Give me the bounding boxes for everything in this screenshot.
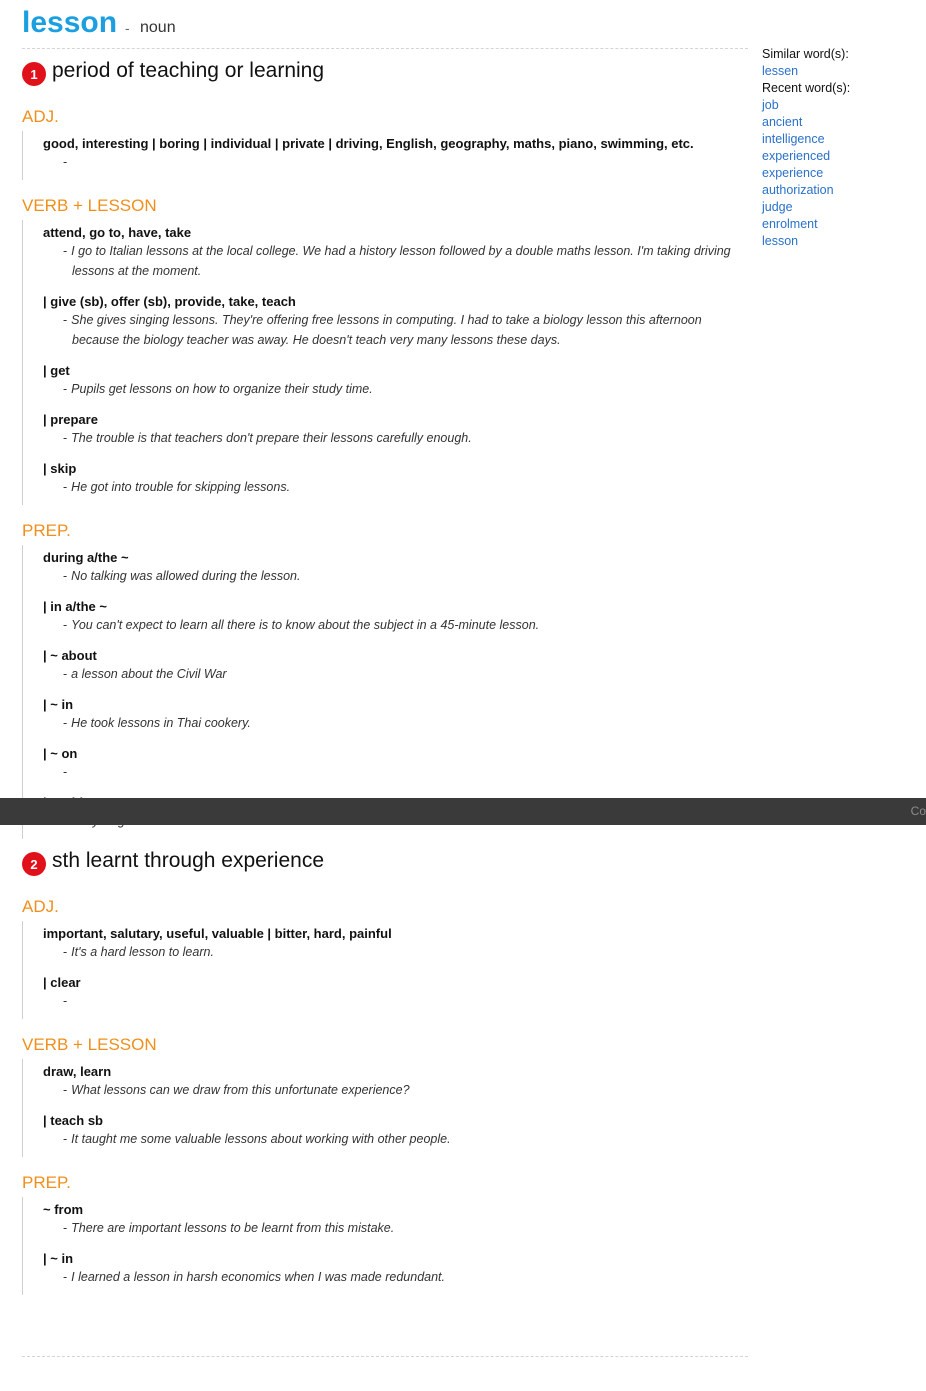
collocation-block	[22, 220, 748, 505]
example-sentence	[52, 615, 748, 635]
collocation-words: attend, go to, have, take	[43, 225, 192, 240]
example-bullet: -	[63, 480, 68, 494]
collocation-words: | ~ on	[43, 746, 78, 761]
similar-words-label: Similar word(s):	[762, 47, 849, 61]
example-bullet: -	[63, 667, 68, 681]
example-text: What lessons can we draw from this unfortunate experience?	[71, 1083, 410, 1097]
example-sentence	[52, 1080, 748, 1100]
collocation-entry	[43, 289, 748, 358]
sense-number-badge: 2	[22, 852, 46, 876]
collocation-category: ADJ.	[22, 107, 59, 126]
headword: lesson	[22, 6, 118, 39]
sense-heading	[22, 851, 748, 881]
example-bullet: -	[63, 1221, 68, 1235]
example-bullet: -	[63, 1132, 68, 1146]
example-bullet: -	[63, 765, 68, 779]
collocation-category: PREP.	[22, 1173, 71, 1192]
recent-words-label: Recent word(s):	[762, 81, 851, 95]
main-content	[22, 0, 748, 1295]
sense-title: sth learnt through experience	[52, 849, 325, 872]
bottom-divider	[22, 1356, 748, 1357]
example-sentence	[52, 1218, 748, 1238]
collocation-entry	[43, 970, 748, 1019]
example-bullet: -	[63, 618, 68, 632]
collocation-words: | clear	[43, 975, 81, 990]
collocation-words: draw, learn	[43, 1064, 112, 1079]
collocation-entry	[43, 1108, 748, 1157]
collocation-entry	[43, 692, 748, 741]
collocation-entry	[43, 456, 748, 505]
example-sentence	[52, 241, 748, 281]
collocation-words: good, interesting | boring | individual | private | driving, English, geography, maths, piano, swimming, etc.	[43, 136, 694, 151]
collocation-block	[22, 921, 748, 1019]
example-bullet: -	[63, 431, 68, 445]
recent-word-link[interactable]: ancient	[762, 115, 803, 129]
overlay-text[interactable]: Co	[910, 804, 926, 818]
collocation-category: VERB + LESSON	[22, 1035, 157, 1054]
example-text: You can't expect to learn all there is to know about the subject in a 45-minute lesson.	[71, 618, 540, 632]
collocation-entry	[43, 1059, 748, 1108]
collocation-category: ADJ.	[22, 897, 59, 916]
example-bullet: -	[63, 569, 68, 583]
example-text: It's a hard lesson to learn.	[71, 945, 214, 959]
recent-word-link[interactable]: authorization	[762, 183, 834, 197]
similar-words-list	[762, 63, 922, 80]
collocation-words: | get	[43, 363, 70, 378]
example-text: He took lessons in Thai cookery.	[71, 716, 251, 730]
collocation-block	[22, 1197, 748, 1295]
collocation-entry	[43, 545, 748, 594]
example-bullet: -	[63, 945, 68, 959]
example-text: He got into trouble for skipping lessons.	[71, 480, 291, 494]
sense-title: period of teaching or learning	[52, 59, 325, 82]
recent-word-link[interactable]: intelligence	[762, 132, 825, 146]
collocation-category: VERB + LESSON	[22, 196, 157, 215]
example-sentence	[52, 1129, 748, 1149]
example-text: I learned a lesson in harsh economics when I was made redundant.	[71, 1270, 445, 1284]
example-sentence	[52, 991, 748, 1011]
collocation-block	[22, 131, 748, 180]
example-text: a lesson about the Civil War	[71, 667, 227, 681]
example-sentence	[52, 942, 748, 962]
recent-word-link[interactable]: lesson	[762, 234, 799, 248]
example-sentence	[52, 152, 748, 172]
example-sentence	[52, 477, 748, 497]
collocation-entry	[43, 358, 748, 407]
collocation-entry	[43, 741, 748, 790]
example-bullet: -	[63, 313, 68, 327]
recent-word-link[interactable]: experienced	[762, 149, 831, 163]
collocation-entry	[43, 594, 748, 643]
example-bullet: -	[63, 716, 68, 730]
headword-separator: -	[125, 20, 130, 36]
headword-header	[22, 0, 748, 49]
example-sentence	[52, 310, 748, 350]
sense-2	[22, 851, 748, 1295]
collocation-words: | give (sb), offer (sb), provide, take, teach	[43, 294, 296, 309]
example-sentence	[52, 379, 748, 399]
recent-word-link[interactable]: enrolment	[762, 217, 818, 231]
senses-list	[22, 61, 748, 1295]
similar-word-link[interactable]: lessen	[762, 64, 799, 78]
collocation-words: | skip	[43, 461, 77, 476]
example-sentence	[52, 713, 748, 733]
sense-1	[22, 61, 748, 839]
example-sentence	[52, 664, 748, 684]
collocation-words: during a/the ~	[43, 550, 129, 565]
example-bullet: -	[63, 994, 68, 1008]
example-bullet: -	[63, 244, 68, 258]
example-bullet: -	[63, 1270, 68, 1284]
example-text: Pupils get lessons on how to organize their study time.	[71, 382, 373, 396]
collocation-words: | ~ in	[43, 697, 74, 712]
collocation-block	[22, 545, 748, 839]
collocation-words: ~ from	[43, 1202, 84, 1217]
example-bullet: -	[63, 155, 68, 169]
example-text: The trouble is that teachers don't prepare their lessons carefully enough.	[71, 431, 472, 445]
example-sentence	[52, 566, 748, 586]
example-bullet: -	[63, 1083, 68, 1097]
bottom-overlay-bar	[0, 798, 926, 825]
example-sentence	[52, 762, 748, 782]
collocation-block	[22, 1059, 748, 1157]
collocation-words: | ~ about	[43, 648, 97, 663]
collocation-words: | prepare	[43, 412, 98, 427]
example-sentence	[52, 428, 748, 448]
example-text: It taught me some valuable lessons about working with other people.	[71, 1132, 451, 1146]
collocation-category: PREP.	[22, 521, 71, 540]
collocation-entry	[43, 1246, 748, 1295]
collocation-words: important, salutary, useful, valuable | bitter, hard, painful	[43, 926, 392, 941]
collocation-entry	[43, 220, 748, 289]
example-sentence	[52, 1267, 748, 1287]
recent-word-link[interactable]: experience	[762, 166, 824, 180]
sidebar	[762, 46, 922, 250]
recent-word-link[interactable]: judge	[762, 200, 793, 214]
sense-number-badge: 1	[22, 62, 46, 86]
collocation-words: | ~ in	[43, 1251, 74, 1266]
recent-words-list	[762, 97, 922, 250]
sense-heading	[22, 61, 748, 91]
collocation-entry	[43, 407, 748, 456]
example-text: She gives singing lessons. They're offering free lessons in computing. I had to take a biology lesson this afternoon because the biology teacher was away. He doesn't teach very many lessons these days.	[71, 313, 702, 347]
collocation-words: | teach sb	[43, 1113, 103, 1128]
recent-word-link[interactable]: job	[762, 98, 779, 112]
example-bullet: -	[63, 382, 68, 396]
part-of-speech: noun	[140, 19, 176, 36]
example-text: There are important lessons to be learnt from this mistake.	[71, 1221, 395, 1235]
example-text: I go to Italian lessons at the local college. We had a history lesson followed by a double maths lesson. I'm taking driving lessons at the moment.	[71, 244, 731, 278]
collocation-entry	[43, 643, 748, 692]
example-text: No talking was allowed during the lesson.	[71, 569, 301, 583]
collocation-entry	[43, 921, 748, 970]
collocation-words: | in a/the ~	[43, 599, 107, 614]
collocation-entry	[43, 131, 748, 180]
collocation-entry	[43, 1197, 748, 1246]
